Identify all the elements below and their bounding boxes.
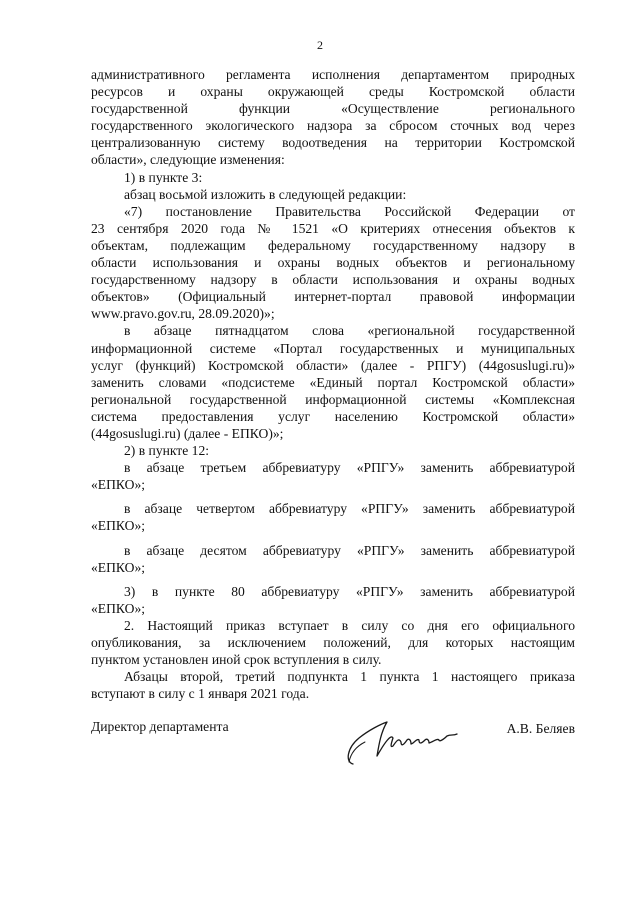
text-line: в абзаце третьем аббревиатуру «РПГУ» заменить аббревиатурой (124, 460, 575, 476)
text-line: (44gosuslugi.ru) (далее - ЕПКО)»; (91, 425, 284, 441)
text-line: опубликования, за исключением положений, для которых настоящим (91, 635, 575, 650)
text-line: объектов» (Официальный интернет-портал правовой информации (91, 289, 575, 305)
text-line: www.pravo.gov.ru, 28.09.2020)»; (91, 306, 275, 322)
signature-block (91, 712, 575, 772)
text-line: 2) в пункте 12: (124, 443, 210, 459)
text-line: информационной системе «Портал государственных и муниципальных (91, 340, 575, 356)
text-line: государственному надзору в области использования и охраны водных (91, 272, 575, 288)
text-line: «ЕПКО»; (91, 559, 146, 575)
item-3 (91, 583, 575, 617)
text-line: в абзаце десятом аббревиатуру «РПГУ» заменить аббревиатурой (124, 542, 575, 558)
text-line: административного регламента исполнения департаментом природных (91, 67, 575, 82)
quoted-clause-7 (91, 203, 575, 323)
text-line: области использования и охраны водных объектов и региональному (91, 255, 575, 271)
item-1-para-a (91, 186, 575, 203)
text-line: в абзаце пятнадцатом слова «региональной государственной (124, 323, 575, 339)
intro-paragraph (91, 66, 575, 169)
text-line: региональной государственной информационной системы «Комплексная (91, 391, 575, 407)
text-line: централизованную систему водоотведения на территории Костромской (91, 135, 575, 151)
document-body (91, 66, 575, 702)
text-line: объектам, подлежащим федеральному государственному надзору в (91, 237, 575, 253)
text-line: вступают в силу с 1 января 2021 года. (91, 686, 310, 702)
item-2-heading (91, 442, 575, 459)
text-line: 2. Настоящий приказ вступает в силу со дня его официального (124, 617, 575, 633)
text-line: абзац восьмой изложить в следующей редакции: (124, 186, 407, 202)
text-line: области», следующие изменения: (91, 152, 285, 168)
text-line: Абзацы второй, третий подпункта 1 пункта 1 настоящего приказа (124, 669, 575, 685)
item-2-para-4 (91, 500, 575, 534)
text-line: «ЕПКО»; (91, 518, 146, 534)
text-line: заменить словами «подсистеме «Единый портал Костромской области» (91, 374, 575, 390)
effective-date-paragraph (91, 668, 575, 702)
item-1-heading (91, 169, 575, 186)
text-line: государственного экологического надзора за сбросом сточных вод через (91, 118, 575, 134)
item-2-para-3 (91, 459, 575, 493)
section-2 (91, 617, 575, 668)
text-line: пунктом установлен иной срок вступления в силу. (91, 652, 382, 668)
text-line: государственной функции «Осуществление регионального (91, 101, 575, 117)
text-line: ресурсов и охраны окружающей среды Костромской области (91, 84, 575, 100)
text-line: «ЕПКО»; (91, 477, 146, 493)
text-line: услуг (функций) Костромской области» (далее - РПГУ) (44gosuslugi.ru)» (91, 357, 575, 373)
text-line: 3) в пункте 80 аббревиатуру «РПГУ» заменить аббревиатурой (124, 583, 575, 599)
text-line: 1) в пункте 3: (124, 169, 203, 185)
text-line: «ЕПКО»; (91, 600, 146, 616)
signatory-name: А.В. Беляев (506, 721, 575, 736)
item-2-para-10 (91, 542, 575, 576)
page-number: 2 (317, 38, 323, 52)
item-1-para-b (91, 322, 575, 442)
text-line: «7) постановление Правительства Российской Федерации от (124, 203, 575, 219)
text-line: система предоставления услуг населению Костромской области» (91, 408, 575, 424)
text-line: в абзаце четвертом аббревиатуру «РПГУ» заменить аббревиатурой (124, 501, 575, 517)
handwritten-signature (341, 712, 481, 772)
signatory-role: Директор департамента (91, 719, 229, 734)
text-line: 23 сентября 2020 года № 1521 «О критериях отнесения объектов к (91, 220, 575, 236)
